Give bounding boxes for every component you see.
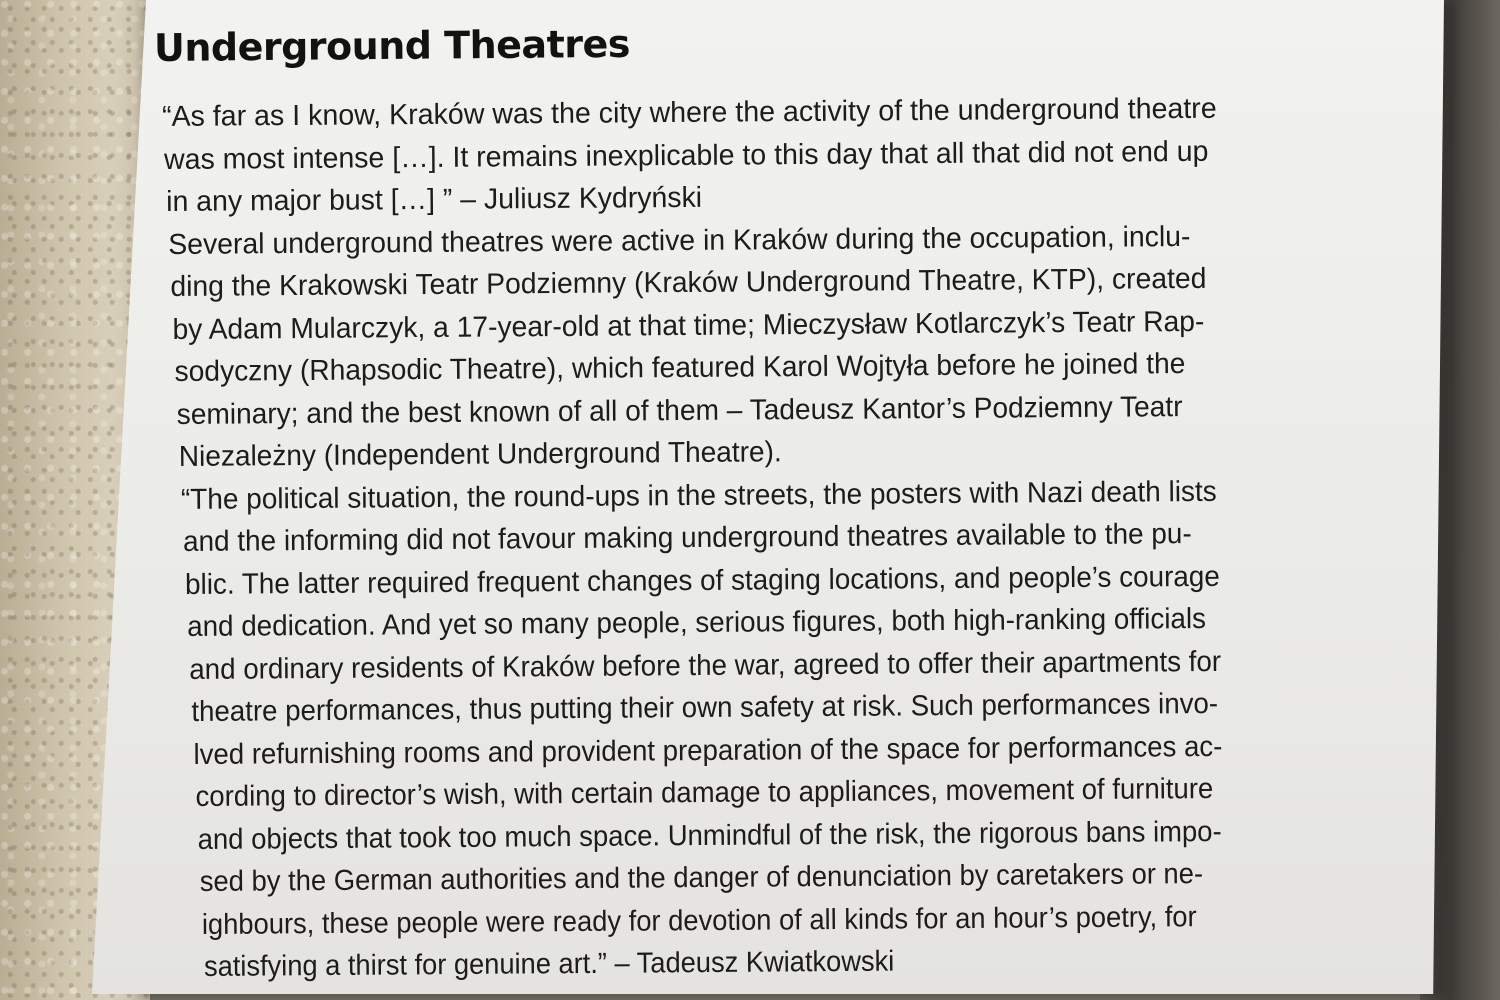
body-line: cording to director’s wish, with certain damage to appliances, movement of furniture	[195, 773, 1214, 813]
body-line: lved refurnishing rooms and provident preparation of the space for performances ac-	[193, 730, 1223, 771]
body-line: Several underground theatres were active in Kraków during the occupation, inclu-	[168, 220, 1191, 261]
body-line: sed by the German authorities and the danger of denunciation by caretakers or ne-	[199, 858, 1204, 898]
body-line: satisfying a thirst for genuine art.” – Tadeusz Kwiatkowski	[203, 945, 895, 983]
placard-heading: Underground Theatres	[153, 21, 631, 70]
body-line: “As far as I know, Kraków was the city where the activity of the underground theatre	[161, 92, 1217, 133]
body-line: and ordinary residents of Kraków before the war, agreed to offer their apartments for	[189, 645, 1222, 686]
body-line: theatre performances, thus putting their own safety at risk. Such performances invo-	[191, 687, 1219, 728]
body-line: Niezależny (Independent Underground Theatre).	[178, 436, 782, 473]
body-line: and objects that took too much space. Unmindful of the risk, the rigorous bans impo-	[197, 815, 1222, 856]
body-line: ighbours, these people were ready for devotion of all kinds for an hour’s poetry, for	[201, 900, 1197, 941]
body-line: and dedication. And yet so many people, serious figures, both high-ranking officials	[187, 602, 1207, 643]
body-line: by Adam Mularczyk, a 17-year-old at that time; Mieczysław Kotlarczyk’s Teatr Rap-	[172, 305, 1205, 346]
body-line: was most intense […]. It remains inexplicable to this day that all that did not end up	[163, 135, 1209, 176]
body-line: “The political situation, the round-ups in the streets, the posters with Nazi death lists	[180, 475, 1217, 516]
placard-body	[152, 92, 1382, 989]
body-line: and the informing did not favour making underground theatres available to the pu-	[182, 518, 1192, 558]
body-line: seminary; and the best known of all of them – Tadeusz Kantor’s Podziemny Teatr	[176, 390, 1183, 431]
body-line: blic. The latter required frequent changes of staging locations, and people’s courage	[184, 560, 1220, 601]
body-line: in any major bust […] ” – Juliusz Kydryński	[166, 181, 703, 218]
placard-content	[152, 21, 1382, 989]
body-line: sodyczny (Rhapsodic Theatre), which featured Karol Wojtyła before he joined the	[174, 348, 1186, 388]
body-line: ding the Krakowski Teatr Podziemny (Kraków Underground Theatre, KTP), created	[170, 262, 1207, 303]
